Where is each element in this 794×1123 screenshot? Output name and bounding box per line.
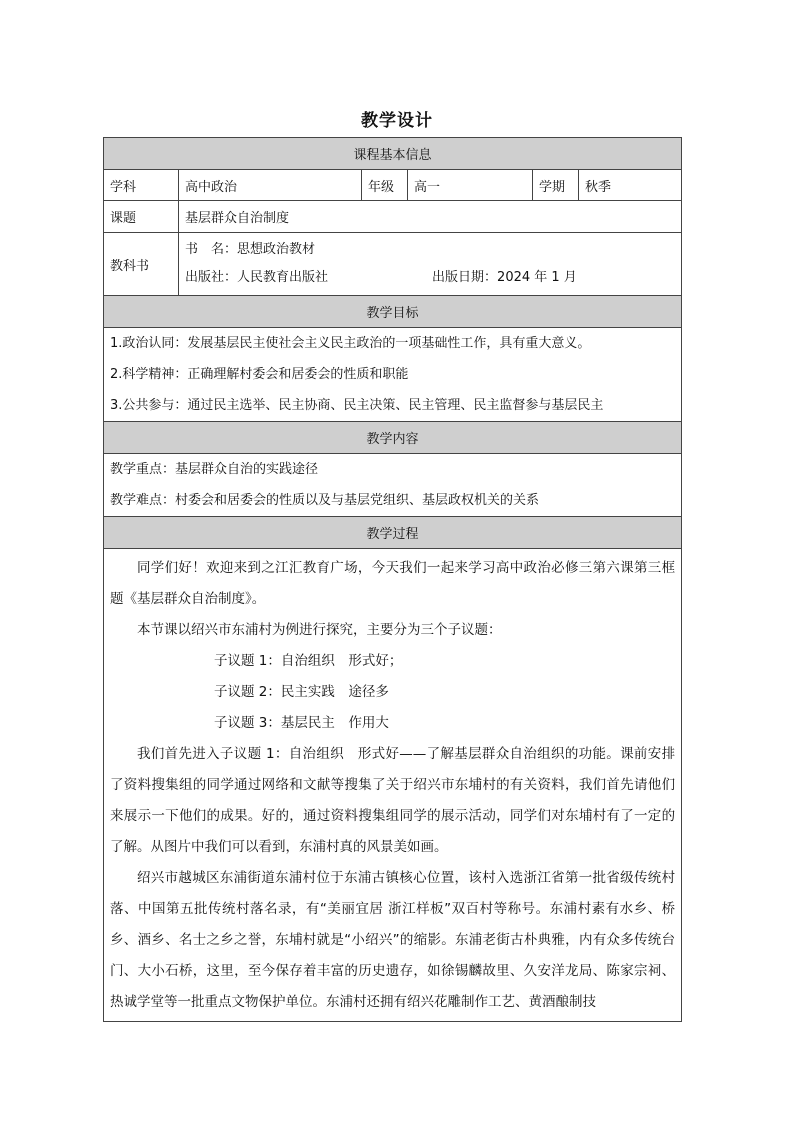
objective-item: 1.政治认同：发展基层民主使社会主义民主政治的一项基础性工作，具有重大意义。 <box>110 336 591 351</box>
subtopic-item: 子议题 2：民主实践 途径多 <box>214 683 389 700</box>
topic-value: 基层群众自治制度 <box>179 201 682 233</box>
publisher-label: 出版社： <box>185 270 238 285</box>
content-list <box>104 454 682 517</box>
publisher-value: 人民教育出版社 <box>237 270 329 285</box>
subject-label: 学科 <box>104 170 179 201</box>
objectives-list <box>104 328 682 422</box>
subject-value: 高中政治 <box>179 170 362 201</box>
lead-paragraph: 本节课以绍兴市东浦村为例进行探究，主要分为三个子议题： <box>137 621 502 638</box>
key-point: 教学重点：基层群众自治的实践途径 <box>110 462 319 477</box>
body-paragraph: 我们首先进入子议题 1：自治组织 形式好——了解基层群众自治组织的功能。课前安排了资料搜集组的同学通过网络和文献等搜集了关于绍兴市东埔村的有关资料，我们首先请他们来展示一下他们的成果。好的，通过资料搜集组同学的展示活动，同学们对东埔村有了一定的了解。从图片中我们可以看到，东浦村真的风景美如画。 <box>110 745 676 855</box>
book-name-label: 书 名： <box>185 242 238 257</box>
document-title: 教学设计 <box>361 111 433 131</box>
publisher-line <box>185 264 675 292</box>
pubdate-value: 2024 年 1 月 <box>497 270 577 285</box>
section-header-content: 教学内容 <box>104 422 682 454</box>
process-body <box>104 549 682 1022</box>
grade-label: 年级 <box>362 170 408 201</box>
subtopic-item: 子议题 3：基层民主 作用大 <box>214 714 389 731</box>
textbook-info <box>179 233 682 296</box>
objective-item: 2.科学精神：正确理解村委会和居委会的性质和职能 <box>110 367 409 382</box>
pubdate-label: 出版日期： <box>432 270 498 285</box>
textbook-label: 教科书 <box>104 233 179 296</box>
topic-label: 课题 <box>104 201 179 233</box>
section-header-process: 教学过程 <box>104 517 682 549</box>
body-paragraph: 绍兴市越城区东浦街道东浦村位于东浦古镇核心位置，该村入选浙江省第一批省级传统村落、中国第五批传统村落名录，有“美丽宜居 浙江样板”双百村等称号。东浦村素有水乡、桥乡、酒乡、名士之乡之誉，东埔村就是“小绍兴”的缩影。东浦老街古朴典雅，内有众多传统台门、大小石桥，这里，至今保存着丰富的历史遗存，如徐锡麟故里、久安洋龙局、陈家宗祠、热诚学堂等一批重点文物保护单位。东浦村还拥有绍兴花雕制作工艺、黄酒酿制技 <box>110 869 676 1010</box>
grade-value: 高一 <box>408 170 533 201</box>
section-header-objectives: 教学目标 <box>104 296 682 328</box>
objective-item: 3.公共参与：通过民主选举、民主协商、民主决策、民主管理、民主监督参与基层民主 <box>110 398 604 413</box>
book-name-value: 思想政治教材 <box>237 242 316 257</box>
difficult-point: 教学难点：村委会和居委会的性质以及与基层党组织、基层政权机关的关系 <box>110 493 540 508</box>
section-header-basic-info: 课程基本信息 <box>104 138 682 170</box>
book-name-line <box>185 236 675 264</box>
lesson-plan-table <box>103 137 682 1022</box>
intro-paragraph: 同学们好！欢迎来到之江汇教育广场，今天我们一起来学习高中政治必修三第六课第三框题《基层群众自治制度》。 <box>110 559 676 607</box>
subtopic-item: 子议题 1：自治组织 形式好； <box>214 652 403 669</box>
term-label: 学期 <box>533 170 579 201</box>
term-value: 秋季 <box>579 170 682 201</box>
